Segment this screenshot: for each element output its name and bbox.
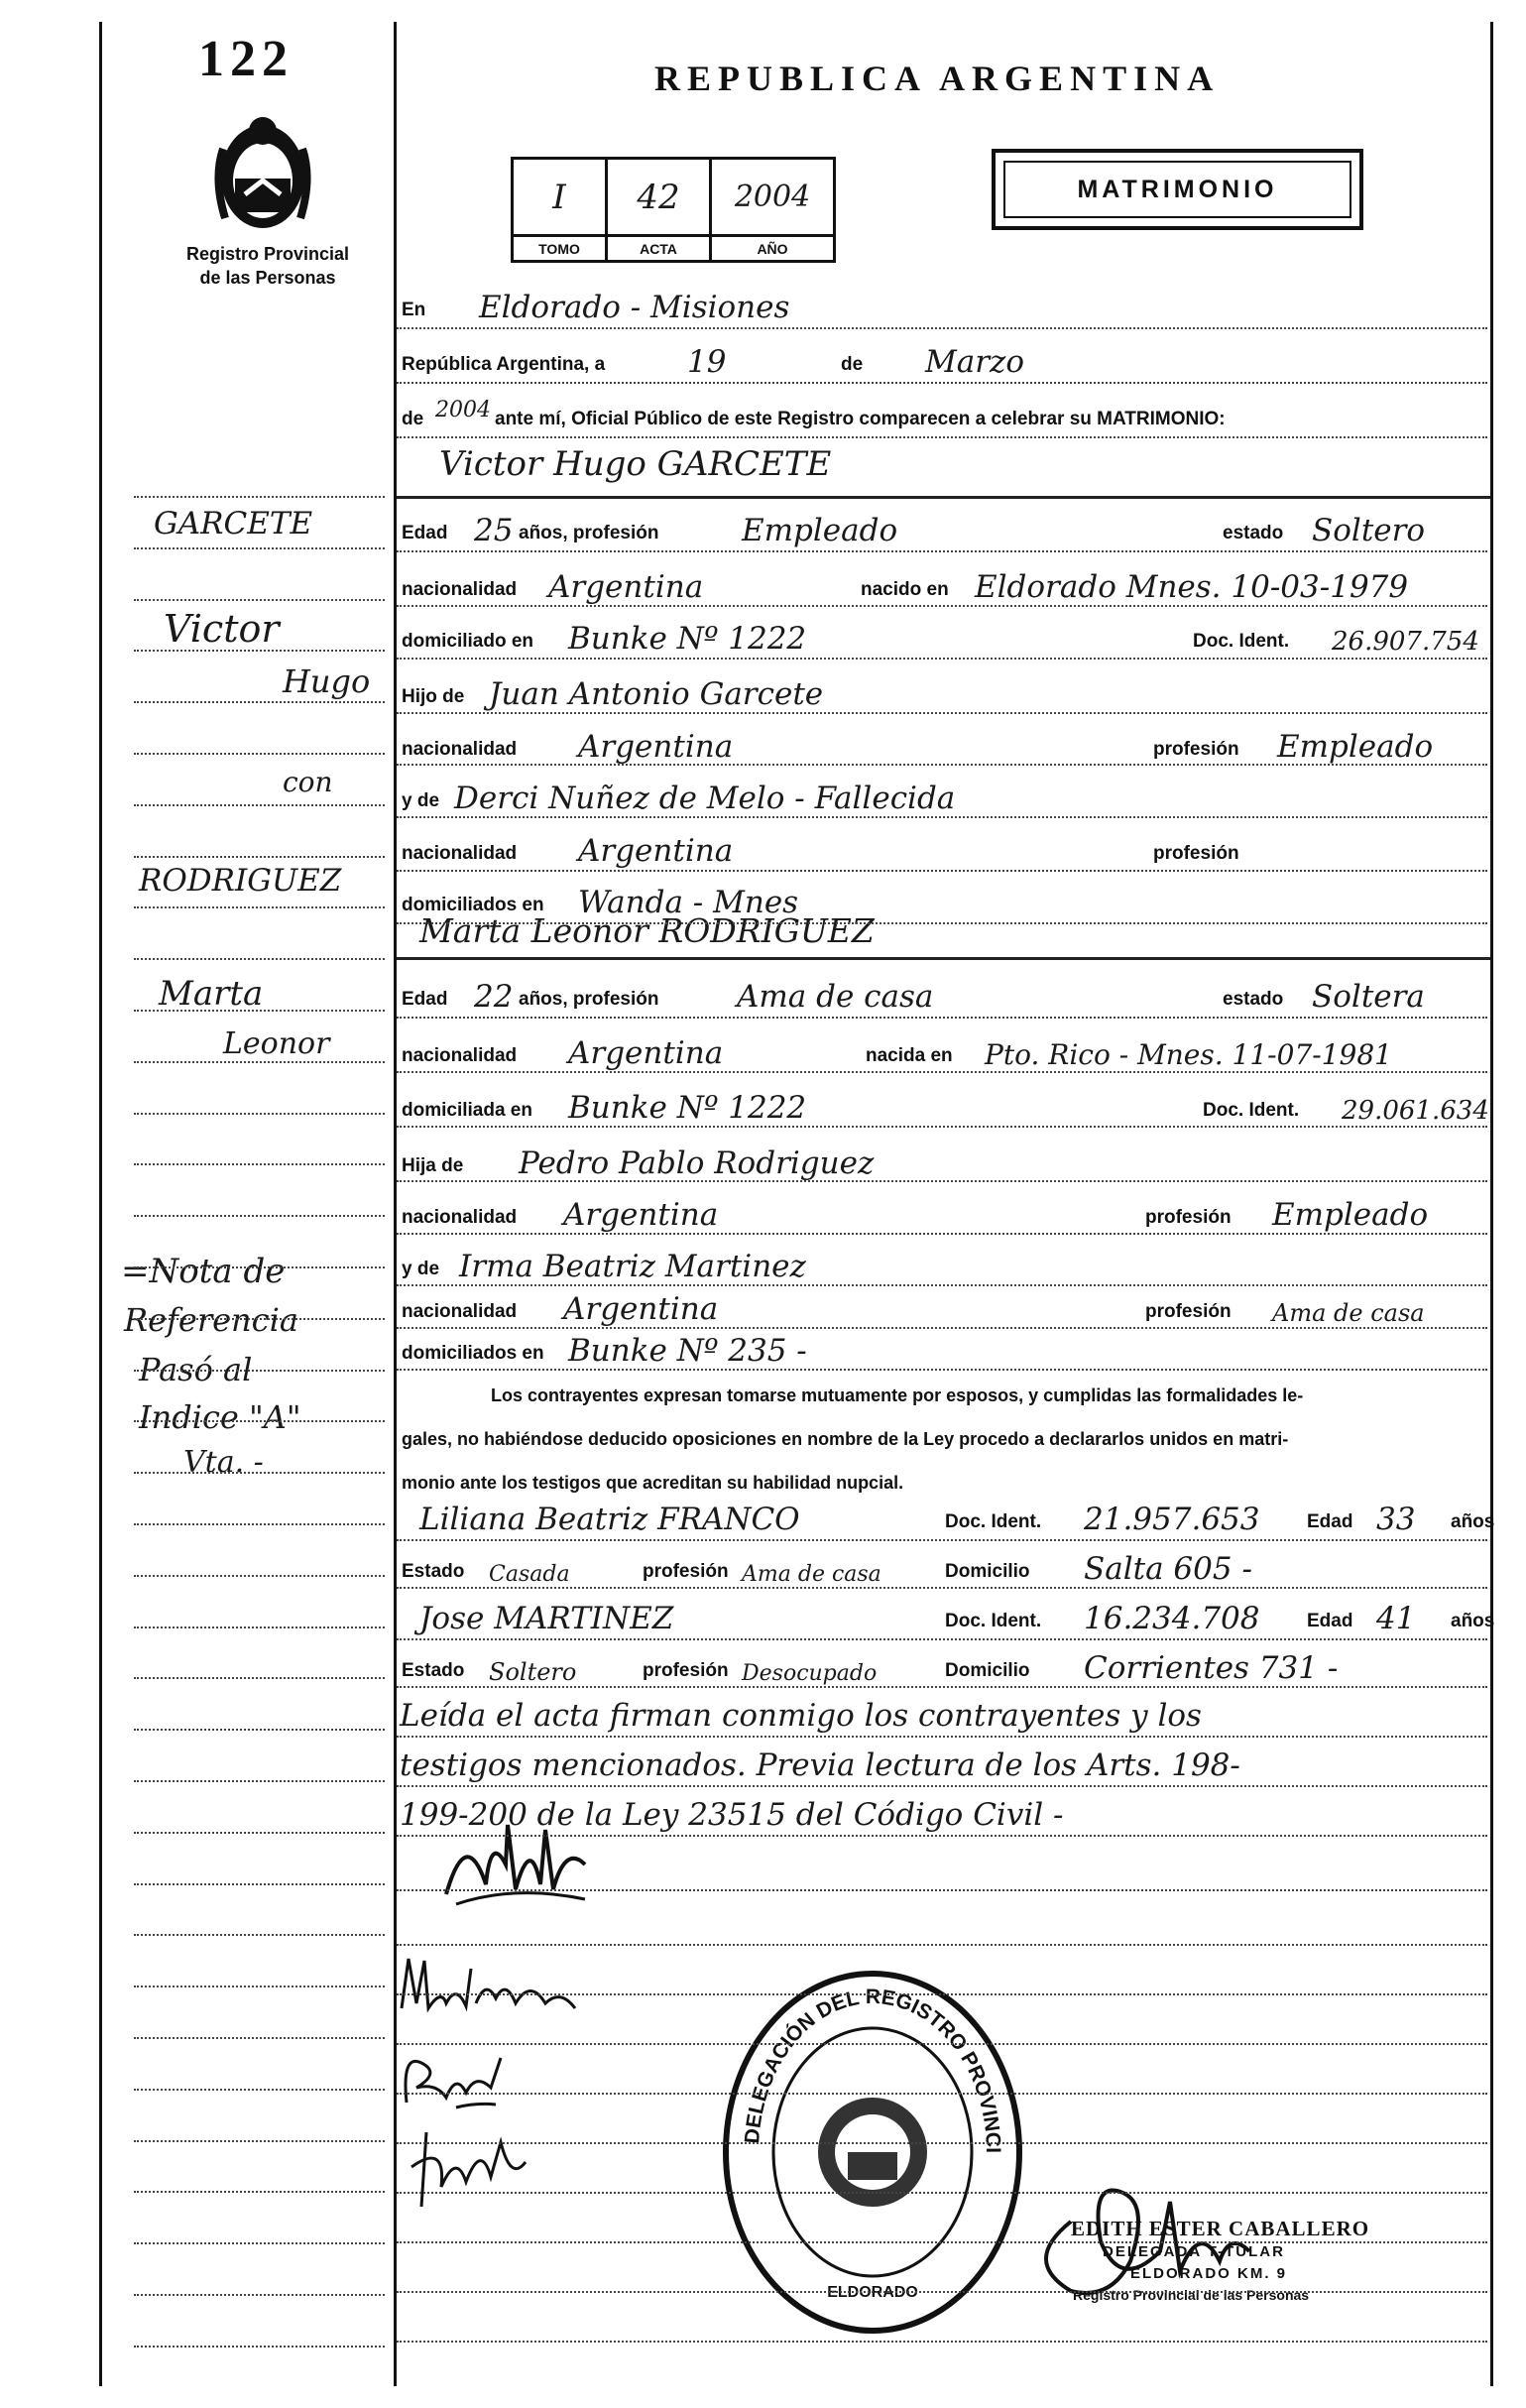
bride-civil-status: Soltera [1312, 979, 1425, 1015]
bride-age: 22 [474, 979, 514, 1015]
doc-label: Doc. Ident. [1203, 1100, 1300, 1121]
witness1-doc: 21.957.653 [1084, 1502, 1260, 1537]
ano-value: 2004 [711, 159, 835, 236]
bride-father: Pedro Pablo Rodriguez [519, 1145, 875, 1181]
body-rule [397, 712, 1487, 714]
margin-rule [134, 1113, 385, 1115]
edad-label: Edad [1307, 1611, 1353, 1631]
body-rule [397, 2192, 1487, 2194]
witness1-name: Liliana Beatriz FRANCO [419, 1502, 800, 1537]
declaration-line3: monio ante los testigos que acreditan su habilidad nupcial. [402, 1473, 904, 1493]
bride-name-row [400, 912, 1490, 952]
body-rule [397, 1993, 1487, 1995]
place-row [400, 288, 1490, 327]
margin-note-line3: Pasó al [139, 1351, 253, 1388]
bride-birth: Pto. Rico - Mnes. 11-07-1981 [985, 1038, 1392, 1071]
body-rule [397, 2341, 1487, 2343]
folio-number: 122 [198, 31, 293, 87]
right-border [1490, 22, 1493, 2386]
margin-rule [134, 1472, 385, 1474]
bride-full-name: Marta Leonor RODRIGUEZ [419, 911, 875, 950]
body-rule [397, 1785, 1487, 1787]
margin-rule [134, 701, 385, 703]
ante-text: ante mí, Oficial Público de este Registro comparecen a celebrar su MATRIMONIO: [495, 409, 1226, 429]
republic-label: República Argentina, a [402, 354, 606, 375]
margin-rule [134, 958, 385, 960]
body-rule [397, 1126, 1487, 1128]
margin-rule [134, 856, 385, 858]
margin-rule [134, 1318, 385, 1320]
margin-note-line4: Indice "A" [139, 1398, 301, 1436]
y-de-label: y de [402, 790, 440, 811]
body-rule [397, 922, 1487, 924]
margin-rule [134, 1163, 385, 1165]
hija-label: Hija de [402, 1155, 464, 1176]
margin-groom-name1: Victor [164, 607, 280, 651]
profesion-label: años, profesión [519, 523, 659, 543]
groom-parents-address: Wanda - Mnes [578, 885, 799, 920]
witness1-age: 33 [1376, 1502, 1416, 1537]
body-rule [397, 1736, 1487, 1738]
margin-rule [134, 599, 385, 601]
witness1-address: Salta 605 - [1084, 1551, 1252, 1587]
groom-mother: Derci Nuñez de Melo - Fallecida [454, 781, 956, 816]
margin-rule [134, 1677, 385, 1679]
witness2-detail-row [400, 1648, 1490, 1688]
body-rule [397, 1284, 1487, 1286]
acta-value: 42 [607, 159, 711, 236]
margin-rule [134, 547, 385, 549]
witness1-civil-status: Casada [489, 1562, 570, 1587]
groom-father-row [400, 674, 1490, 714]
domiciliado-label: domiciliado en [402, 631, 534, 652]
registry-stamp [719, 1969, 1026, 2336]
body-rule [397, 436, 1487, 438]
body-rule [397, 605, 1487, 607]
official-role: DELEGADA T-TULAR [1103, 2243, 1285, 2260]
day-value: 19 [687, 344, 727, 380]
bride-nationality-row [400, 1033, 1490, 1073]
margin-rule [134, 1420, 385, 1422]
bride-doc: 29.061.634 [1342, 1096, 1489, 1126]
groom-address: Bunke Nº 1222 [568, 621, 807, 657]
tomo-value: I [513, 159, 607, 236]
domiciliados-label: domiciliados en [402, 895, 544, 915]
left-border [99, 22, 102, 2386]
body-rule [397, 1587, 1487, 1589]
act-reference-table [511, 157, 836, 263]
profesion-label: profesión [643, 1660, 729, 1681]
groom-doc: 26.907.754 [1332, 627, 1479, 657]
margin-bride-name2: Leonor [223, 1026, 330, 1061]
groom-nationality-row [400, 567, 1490, 607]
declaration-text [402, 1374, 1482, 1505]
margin-rule [134, 1729, 385, 1731]
witness-signature-icon [407, 2112, 535, 2222]
year-prefix: de [402, 409, 424, 429]
anos-label: años [1451, 1511, 1495, 1532]
margin-rule [134, 1626, 385, 1628]
date-row [400, 342, 1490, 382]
registry-name-line2: de las Personas [199, 268, 336, 288]
closing-row2 [400, 1746, 1490, 1785]
margin-rule [134, 1370, 385, 1372]
margin-rule [134, 1986, 385, 1987]
margin-rule [134, 2242, 385, 2244]
bride-father-prof: Empleado [1272, 1197, 1429, 1233]
closing-line1: Leída el acta firman conmigo los contrayentes y los [400, 1698, 1202, 1734]
witness2-doc: 16.234.708 [1084, 1601, 1260, 1636]
margin-rule [134, 2346, 385, 2348]
edad-label: Edad [402, 523, 448, 543]
place-value: Eldorado - Misiones [479, 290, 790, 325]
bride-age-row [400, 977, 1490, 1017]
bride-profession: Ama de casa [737, 979, 934, 1015]
groom-mother-nat-row [400, 831, 1490, 871]
groom-name-row [400, 446, 1490, 486]
domiciliados-label: domiciliados en [402, 1343, 544, 1364]
groom-address-row [400, 619, 1490, 659]
body-rule [397, 1369, 1487, 1371]
margin-note-line1: =Nota de [121, 1252, 286, 1291]
margin-rule [134, 1010, 385, 1012]
body-rule [397, 2043, 1487, 2045]
domiciliada-label: domiciliada en [402, 1100, 532, 1121]
margin-note-line5: Vta. - [183, 1445, 264, 1480]
official-office: ELDORADO KM. 9 [1130, 2265, 1288, 2282]
margin-rule [134, 650, 385, 652]
body-rule [397, 1327, 1487, 1329]
mother-prof-label: profesión [1153, 843, 1239, 864]
groom-father-prof: Empleado [1277, 729, 1434, 765]
groom-full-name: Victor Hugo GARCETE [439, 444, 832, 484]
witness2-address: Corrientes 731 - [1084, 1650, 1339, 1686]
margin-rule [134, 496, 385, 498]
groom-father: Juan Antonio Garcete [489, 676, 824, 712]
stamp-ring-icon [719, 1969, 1026, 2336]
stamp-ring-text: DELEGACIÓN DEL REGISTRO PROVINCI [741, 1985, 1005, 2154]
doc-label: Doc. Ident. [1193, 631, 1290, 652]
bride-father-nat-row [400, 1195, 1490, 1235]
coat-of-arms-icon [203, 109, 322, 238]
mother-nat-label: nacionalidad [402, 1301, 518, 1322]
bride-mother-row [400, 1247, 1490, 1286]
groom-birth: Eldorado Mnes. 10-03-1979 [975, 569, 1409, 605]
official-registry: Registro Provincial de las Personas [1073, 2287, 1310, 2303]
margin-rule [134, 2089, 385, 2091]
body-rule [397, 1233, 1487, 1235]
witness2-name: Jose MARTINEZ [419, 1601, 674, 1636]
bride-mother-prof: Ama de casa [1272, 1299, 1425, 1327]
groom-age: 25 [474, 513, 514, 548]
act-type-box [992, 149, 1363, 230]
edad-label: Edad [402, 989, 448, 1010]
margin-groom-name2: Hugo [283, 662, 371, 700]
margin-rule [134, 1832, 385, 1834]
doc-label: Doc. Ident. [945, 1611, 1042, 1631]
body-rule [397, 816, 1487, 818]
margin-bride-name1: Marta [159, 974, 264, 1014]
margin-rule [134, 2140, 385, 2142]
margin-rule [134, 2191, 385, 2193]
bride-parents-address: Bunke Nº 235 - [568, 1333, 807, 1369]
bride-separator [397, 957, 1490, 960]
body-rule [397, 327, 1487, 329]
de-label: de [841, 354, 864, 375]
declaration-line1: Los contrayentes expresan tomarse mutuamente por esposos, y cumplidas las formalidades le- [491, 1385, 1304, 1405]
witness2-age: 41 [1376, 1601, 1416, 1636]
groom-age-row [400, 511, 1490, 550]
body-rule [397, 764, 1487, 766]
bride-mother-nat: Argentina [563, 1291, 719, 1327]
margin-groom-surname: GARCETE [154, 506, 313, 542]
estado-label: estado [1223, 989, 1284, 1010]
y-de-label: y de [402, 1259, 440, 1279]
year-row [400, 397, 1490, 436]
year-value: 2004 [435, 398, 491, 422]
stamp-city: ELDORADO [827, 2284, 918, 2301]
officer-signature-icon [436, 1805, 605, 1924]
body-rule [397, 2093, 1487, 2095]
margin-bride-surname: RODRIGUEZ [139, 863, 342, 899]
groom-father-nat: Argentina [578, 729, 734, 765]
ano-label: AÑO [711, 236, 835, 262]
bride-mother: Irma Beatriz Martinez [459, 1249, 806, 1284]
edad-label: Edad [1307, 1511, 1353, 1532]
acta-label: ACTA [607, 236, 711, 262]
father-nat-label: nacionalidad [402, 739, 518, 760]
bride-father-row [400, 1144, 1490, 1183]
registry-name-line1: Registro Provincial [185, 244, 350, 264]
body-rule [397, 1835, 1487, 1837]
body-rule [397, 550, 1487, 552]
bride-nationality: Argentina [568, 1035, 724, 1071]
margin-rule [134, 1215, 385, 1217]
groom-father-nat-row [400, 727, 1490, 767]
groom-profession: Empleado [742, 513, 898, 548]
month-value: Marzo [925, 344, 1025, 380]
body-rule [397, 870, 1487, 872]
profesion-label: profesión [643, 1561, 729, 1582]
anos-label: años [1451, 1611, 1495, 1631]
groom-nationality: Argentina [548, 569, 704, 605]
bride-father-nat: Argentina [563, 1197, 719, 1233]
en-label: En [402, 300, 426, 320]
witness1-detail-row [400, 1549, 1490, 1589]
margin-rule [134, 1883, 385, 1885]
domicilio-label: Domicilio [945, 1660, 1030, 1681]
body-rule [397, 1071, 1487, 1073]
closing-row1 [400, 1696, 1490, 1736]
body-rule [397, 2241, 1487, 2243]
margin-rule [134, 906, 385, 908]
witness2-name-row [400, 1599, 1495, 1638]
body-rule [397, 382, 1487, 384]
father-prof-label: profesión [1153, 739, 1239, 760]
profesion-label: años, profesión [519, 989, 659, 1010]
witness2-profession: Desocupado [742, 1661, 878, 1686]
witness2-civil-status: Soltero [489, 1658, 577, 1686]
witness1-profession: Ama de casa [742, 1562, 881, 1587]
body-rule [397, 1638, 1487, 1640]
margin-note-line2: Referencia [124, 1301, 298, 1339]
margin-rule [134, 2294, 385, 2296]
bride-signature-icon [397, 2033, 526, 2117]
body-rule [397, 1944, 1487, 1946]
body-rule [397, 1180, 1487, 1182]
act-type-label: MATRIMONIO [1077, 175, 1278, 203]
body-rule [397, 1539, 1487, 1541]
margin-rule [134, 1266, 385, 1268]
margin-rule [134, 2037, 385, 2039]
body-rule [397, 1017, 1487, 1019]
groom-mother-nat: Argentina [578, 833, 734, 869]
closing-line2: testigos mencionados. Previa lectura de los Arts. 198- [400, 1747, 1240, 1783]
bride-mother-nat-row [400, 1289, 1490, 1329]
closing-line3: 199-200 de la Ley 23515 del Código Civil - [400, 1797, 1064, 1833]
body-rule [397, 2142, 1487, 2144]
estado-label: Estado [402, 1660, 465, 1681]
margin-rule [134, 804, 385, 806]
groom-mother-row [400, 779, 1490, 818]
mother-prof-label: profesión [1145, 1301, 1232, 1322]
body-rule [397, 2291, 1487, 2293]
nacida-label: nacida en [866, 1045, 953, 1066]
bride-address: Bunke Nº 1222 [568, 1090, 807, 1126]
declaration-line2: gales, no habiéndose deducido oposiciones en nombre de la Ley procedo a declararlos unidos en matri- [402, 1429, 1289, 1449]
margin-connector: con [283, 766, 333, 798]
margin-rule [134, 1575, 385, 1577]
hijo-label: Hijo de [402, 686, 465, 707]
margin-rule [134, 1523, 385, 1525]
doc-label: Doc. Ident. [945, 1511, 1042, 1532]
nacido-label: nacido en [861, 579, 949, 600]
estado-label: estado [1223, 523, 1284, 543]
body-rule [397, 1889, 1487, 1891]
groom-civil-status: Soltero [1312, 513, 1426, 548]
nacionalidad-label: nacionalidad [402, 1045, 518, 1066]
estado-label: Estado [402, 1561, 465, 1582]
nacionalidad-label: nacionalidad [402, 579, 518, 600]
tomo-label: TOMO [513, 236, 607, 262]
body-rule [397, 658, 1487, 660]
margin-rule [134, 1934, 385, 1936]
witness1-name-row [400, 1500, 1495, 1539]
margin-rule [134, 753, 385, 755]
bride-address-row [400, 1088, 1490, 1128]
bride-parents-address-row [400, 1331, 1490, 1371]
body-rule [397, 1686, 1487, 1688]
father-prof-label: profesión [1145, 1207, 1232, 1228]
country-title: REPUBLICA ARGENTINA [654, 59, 1221, 98]
margin-rule [134, 1780, 385, 1782]
mother-nat-label: nacionalidad [402, 843, 518, 864]
father-nat-label: nacionalidad [402, 1207, 518, 1228]
official-name: EDITH ESTER CABALLERO [1071, 2217, 1370, 2240]
margin-rule [134, 1061, 385, 1063]
domicilio-label: Domicilio [945, 1561, 1030, 1582]
groom-separator [397, 496, 1490, 499]
